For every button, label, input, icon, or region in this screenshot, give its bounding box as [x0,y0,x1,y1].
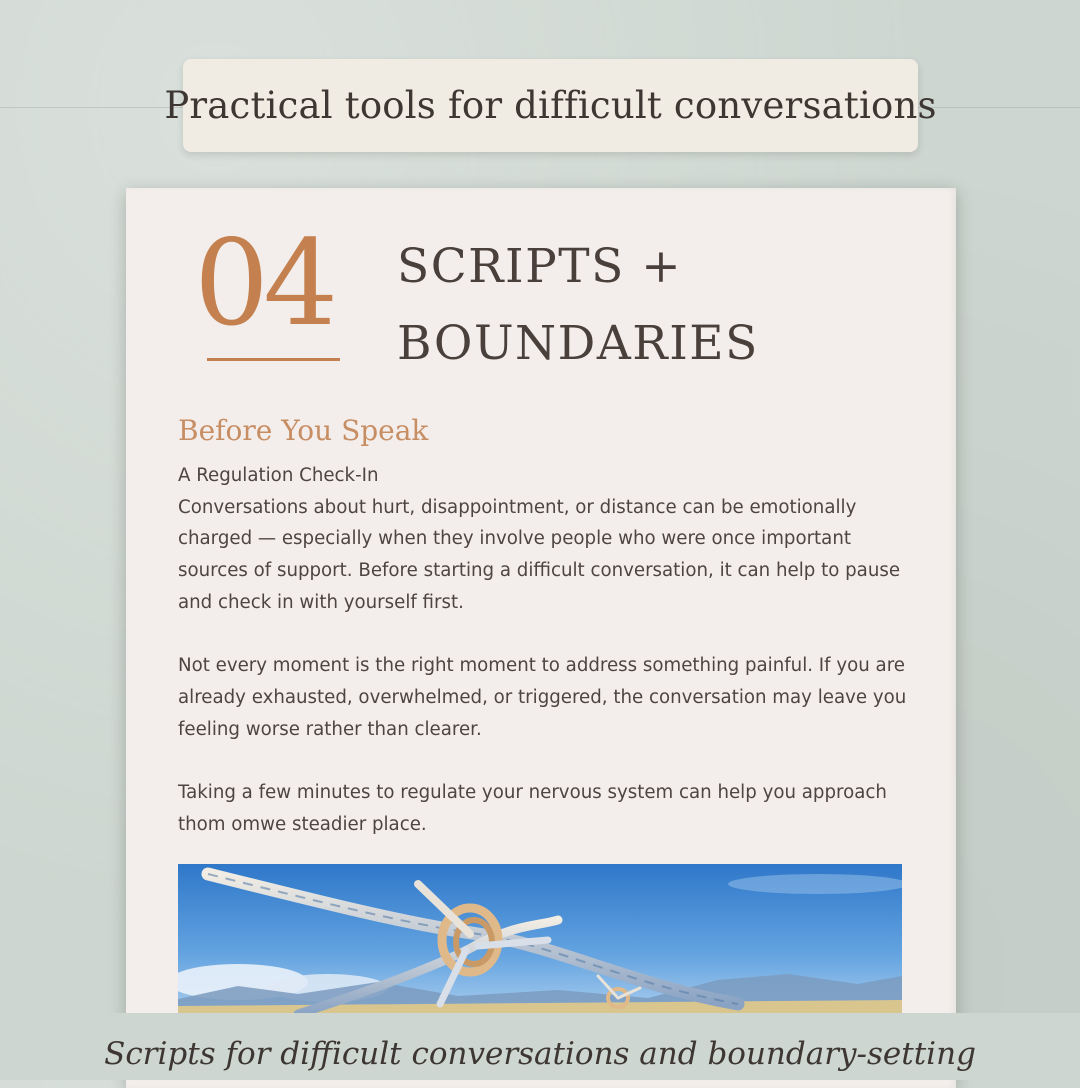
bottom-caption: Scripts for difficult conversations and boundary-setting [104,1036,976,1072]
chapter-title-line-2: BOUNDARIES [397,316,759,371]
header-banner [164,59,937,152]
paragraph-2: Not every moment is the right moment to address something painful. If you are already exhausted, overwhelmed, or triggered, the conversation may leave you feeling worse rather than clearer. [178,655,907,740]
section-subheading: A Regulation Check-In [178,465,379,486]
chapter-number-underline [207,358,340,361]
chapter-title [397,228,759,382]
body-text [178,460,918,840]
chapter-number: 04 [194,214,333,352]
chapter-title-line-1: SCRIPTS + [397,239,683,294]
paragraph-1: Conversations about hurt, disappointment, or distance can be emotionally charged — especially when they involve people who were once important sources of support. Before starting a difficult conversation, it can help to pause and check in with yourself first. [178,496,901,613]
book-page [126,188,956,1088]
section-heading: Before You Speak [178,414,429,447]
barbed-wire-photo [178,864,902,1014]
barbed-wire-illustration [178,864,902,1014]
banner-title: Practical tools for difficult conversations [164,84,937,127]
paragraph-3: Taking a few minutes to regulate your nervous system can help you approach thom omwe steadier place. [178,782,887,835]
